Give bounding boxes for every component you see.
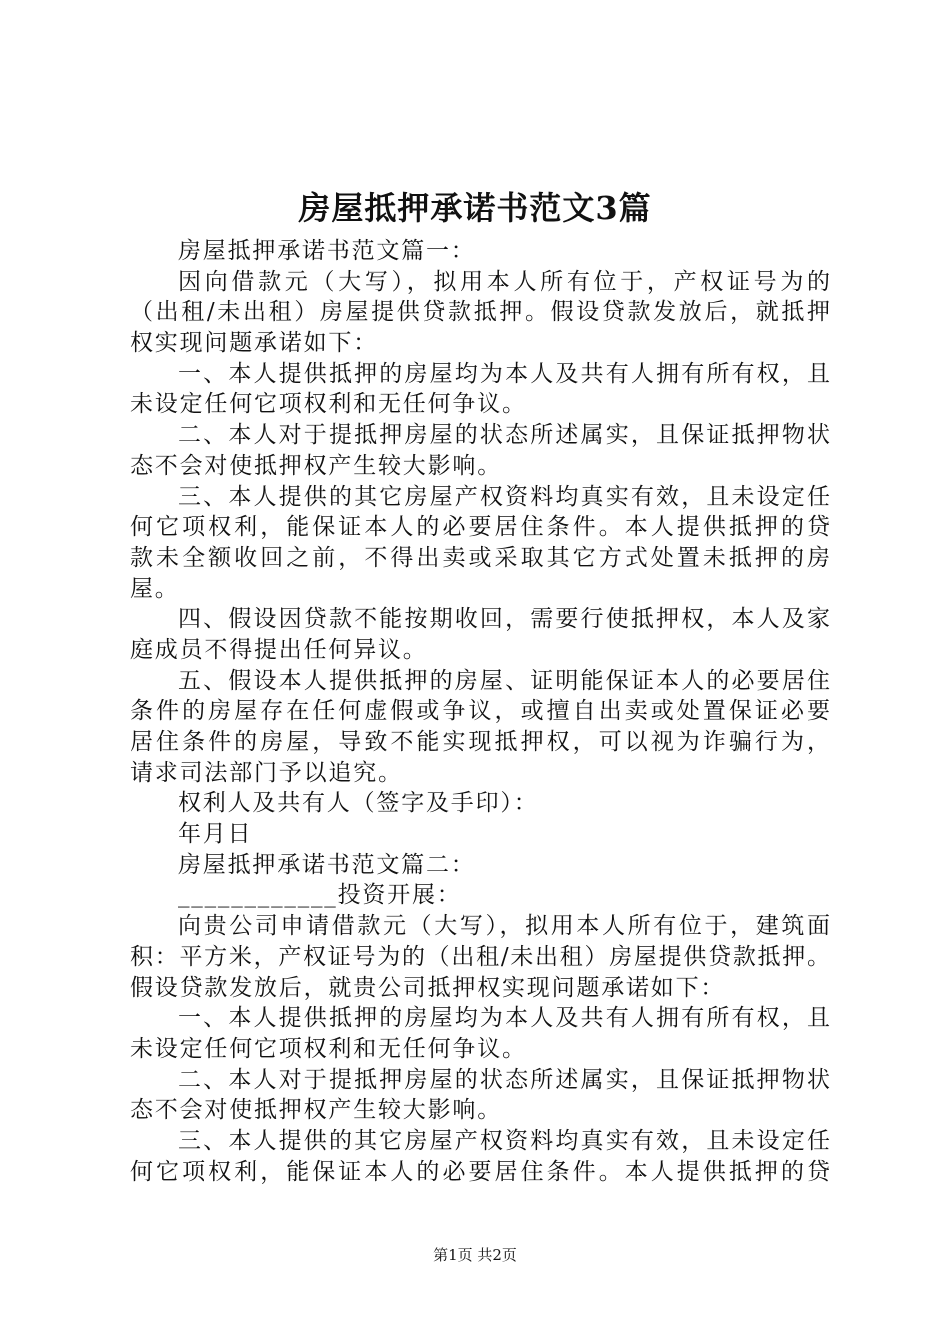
text-line: 未设定任何它项权利和无任何争议。 <box>130 1035 527 1062</box>
text-line: 态不会对使抵押权产生较大影响。 <box>130 1097 502 1124</box>
text-line: 何它项权利，能保证本人的必要居住条件。本人提供抵押的贷 <box>130 1158 830 1185</box>
text-line: 条件的房屋存在任何虚假或争议，或擅自出卖或处置保证必要 <box>130 698 830 725</box>
document-body <box>130 236 830 1187</box>
text-line: 向贵公司申请借款元（大写），拟用本人所有位于，建筑面 <box>178 913 830 940</box>
text-line: 假设贷款发放后，就贵公司抵押权实现问题承诺如下： <box>130 974 726 1001</box>
text-line: 二、本人对于提抵押房屋的状态所述属实，且保证抵押物状 <box>178 1066 830 1093</box>
text-line: 请求司法部门予以追究。 <box>130 759 403 786</box>
page-footer: 第1页 共2页 <box>433 1246 517 1264</box>
text-line: 房屋抵押承诺书范文篇一： <box>178 238 476 264</box>
text-line: 一、本人提供抵押的房屋均为本人及共有人拥有所有权，且 <box>178 360 830 387</box>
text-line: 一、本人提供抵押的房屋均为本人及共有人拥有所有权，且 <box>178 1005 830 1032</box>
text-line: 何它项权利，能保证本人的必要居住条件。本人提供抵押的贷 <box>130 514 830 541</box>
text-line: 二、本人对于提抵押房屋的状态所述属实，且保证抵押物状 <box>178 422 830 449</box>
text-line: （出租/未出租）房屋提供贷款抵押。假设贷款发放后，就抵押 <box>130 299 830 326</box>
text-line: 态不会对使抵押权产生较大影响。 <box>130 452 502 479</box>
text-line: 居住条件的房屋，导致不能实现抵押权，可以视为诈骗行为， <box>130 729 830 755</box>
text-line: 权利人及共有人（签字及手印）： <box>178 790 539 817</box>
text-line: 三、本人提供的其它房屋产权资料均真实有效，且未设定任 <box>178 483 830 510</box>
text-line: 因向借款元（大写），拟用本人所有位于，产权证号为的 <box>178 268 830 295</box>
text-line: 积：平方米，产权证号为的（出租/未出租）房屋提供贷款抵押。 <box>130 943 830 970</box>
document-title: 房屋抵押承诺书范文3篇 <box>298 189 652 227</box>
text-line: 权实现问题承诺如下： <box>130 330 378 357</box>
text-line: 四、假设因贷款不能按期收回，需要行使抵押权，本人及家 <box>178 606 830 633</box>
text-line: 未设定任何它项权利和无任何争议。 <box>130 391 527 418</box>
text-line: ____________投资开展： <box>178 882 462 909</box>
text-line: 三、本人提供的其它房屋产权资料均真实有效，且未设定任 <box>178 1127 830 1154</box>
text-line: 房屋抵押承诺书范文篇二： <box>178 851 476 878</box>
text-line: 屋。 <box>130 575 180 602</box>
text-line: 款未全额收回之前，不得出卖或采取其它方式处置未抵押的房 <box>130 544 830 571</box>
text-line: 五、假设本人提供抵押的房屋、证明能保证本人的必要居住 <box>178 667 830 694</box>
text-line: 年月日 <box>178 821 253 848</box>
text-line: 庭成员不得提出任何异议。 <box>130 636 428 663</box>
